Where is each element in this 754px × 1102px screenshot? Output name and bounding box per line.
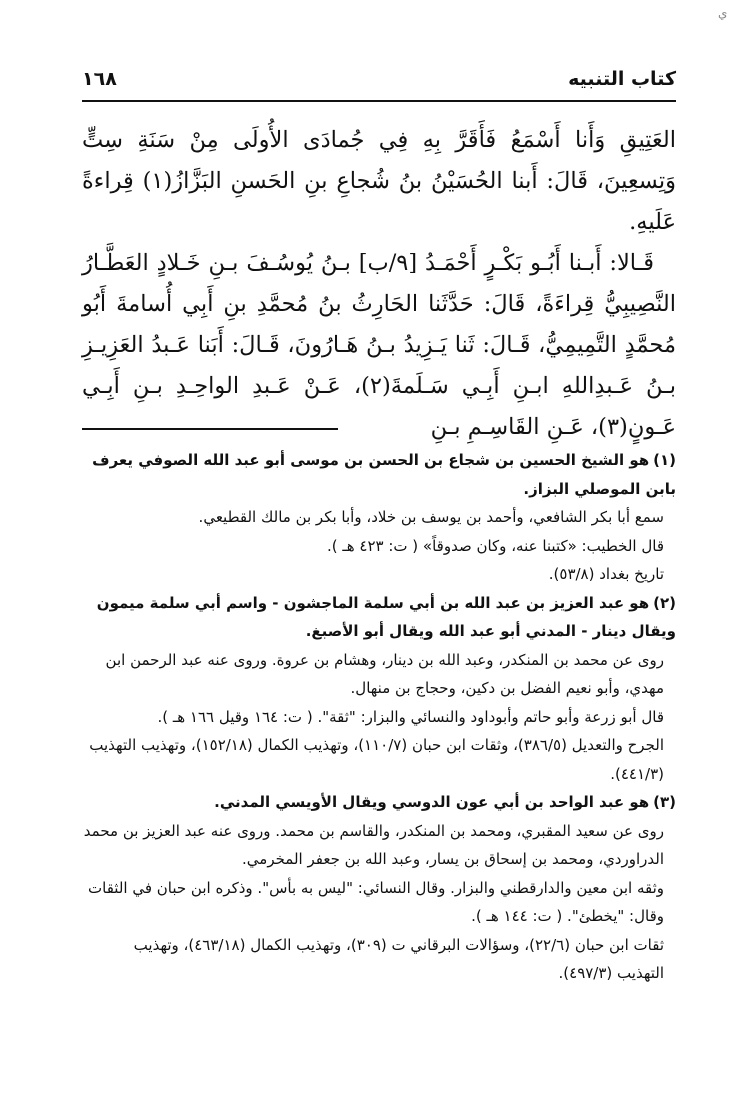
footnote-line: قال أبو زرعة وأبو حاتم وأبوداود والنسائي والبزار: "ثقة". ( ت: ١٦٤ وقيل ١٦٦ هـ ).	[157, 707, 664, 726]
footnote-line: تاريخ بغداد (٥٣/٨).	[548, 565, 664, 583]
footnote-3	[82, 788, 676, 988]
footnote-line: قال الخطيب: «كتبنا عنه، وكان صدوقاً» ( ت: ٤٢٣ هـ ).	[326, 536, 664, 555]
footnote-line: روى عن سعيد المقبري، ومحمد بن المنكدر، والقاسم بن محمد. وروى عنه عبد العزيز بن محمد الدراوردي، ومحمد بن إسحاق بن يسار، وعبد الله بن جعفر المخرمي.	[83, 821, 664, 868]
footnote-lead	[82, 446, 676, 503]
footnote-number: (٣)	[653, 793, 676, 811]
page-header	[82, 68, 676, 102]
main-text	[82, 120, 676, 448]
footnote-separator	[82, 428, 338, 430]
footnote-line: وثقه ابن معين والدارقطني والبزار. وقال النسائي: "ليس به بأس". وذكره ابن حبان في الثقات وقال: "يخطئ". ( ت: ١٤٤ هـ ).	[88, 878, 664, 925]
book-title: كتاب التنبيه	[568, 68, 676, 90]
footnote-lead	[82, 589, 676, 646]
page-number: ١٦٨	[82, 68, 117, 90]
footnote-number: (١)	[653, 451, 676, 469]
footnote-line: روى عن محمد بن المنكدر، وعبد الله بن دينار، وهشام بن عروة. وروى عنه عبد الرحمن ابن مهدي، وأبو نعيم الفضل بن دكين، وحجاج بن منهال.	[105, 650, 664, 697]
footnote-number: (٢)	[653, 593, 676, 612]
main-paragraph: قَـالا: أَبـنا أَبُـو بَكْـرٍ أَحْمَـدُ [٩/ب] بـنُ يُوسُـفَ بـنِ خَـلادٍ العَطَّـارُ النَّصِيبِيُّ قِراءَةً، قَالَ: حَدَّثَنا الحَارِثُ بنُ مُحمَّدِ بنِ أَبِي أُسامةَ أَبُو مُحمَّدٍ التَّمِيمِيُّ، قَـالَ: ثَنا يَـزِيدُ بـنُ هَـارُونَ، قَـالَ: أَبَنا عَـبدُ العَزِيـزِ بـنُ عَـبدِاللهِ ابـنِ أَبِـي سَـلَمةَ(٢)، عَـنْ عَـبدِ الواحِـدِ بـنِ أَبِـي عَـونٍ(٣)، عَـنِ القَاسِـمِ بـنِ	[82, 250, 676, 440]
footnote-1	[82, 446, 676, 589]
footnote-line: الجرح والتعديل (٣٨٦/٥)، وثقات ابن حبان (١١٠/٧)، وتهذيب الكمال (١٥٢/١٨)، وتهذيب التهذيب (٤٤١/٣).	[89, 736, 664, 783]
footnote-lead-text: هو عبد العزيز بن عبد الله بن أبي سلمة الماجشون - واسم أبي سلمة ميمون ويقال دينار - المدني أبو عبد الله ويقال أبو الأصبغ.	[96, 593, 676, 640]
footnote-lead-text: هو عبد الواحد بن أبي عون الدوسي ويقال الأويسي المدني.	[214, 793, 650, 811]
footnote-line: ثقات ابن حبان (٢٢/٦)، وسؤالات البرقاني ت (٣٠٩)، وتهذيب الكمال (٤٦٣/١٨)، وتهذيب التهذيب (٤٩٧/٣).	[133, 935, 664, 982]
main-paragraph: العَتِيقِ وَأَنا أَسْمَعُ فَأَقَرَّ بِهِ فِي جُمادَى الأُولَى مِنْ سَنَةِ سِتٍّ وَتِسعِينَ، قَالَ: أَبنا الحُسَيْنُ بنُ شُجاعِ بنِ الحَسنِ البَزَّازُ(١) قِراءةً عَلَيهِ.	[82, 127, 676, 235]
footnote-line: سمع أبا بكر الشافعي، وأحمد بن يوسف بن خلاد، وأبا بكر بن مالك القطيعي.	[198, 508, 664, 526]
corner-mark: ي	[718, 6, 728, 20]
footnote-lead	[82, 788, 676, 817]
footnote-lead-text: هو الشيخ الحسين بن شجاع بن الحسن بن موسى أبو عبد الله الصوفي يعرف بابن الموصلي البزاز.	[92, 451, 676, 498]
footnote-2	[82, 589, 676, 789]
footnotes	[82, 446, 676, 988]
